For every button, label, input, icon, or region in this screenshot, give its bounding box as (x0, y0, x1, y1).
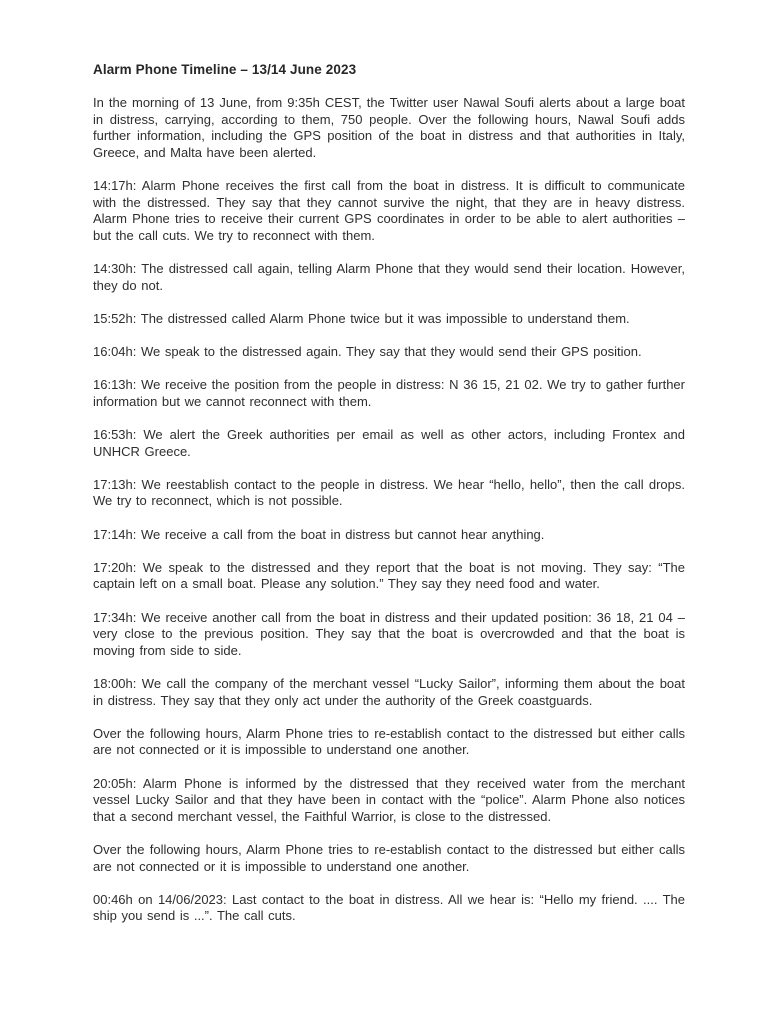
timeline-entry-1417: 14:17h: Alarm Phone receives the first call from the boat in distress. It is difficult to communicate with the distressed. They say that they cannot survive the night, that they are in heavy distress. Alarm Phone tries to receive their current GPS coordinates in order to be able to alert authorities – but the call cuts. We try to reconnect with them. (93, 178, 685, 243)
timeline-entry-1552: 15:52h: The distressed called Alarm Phone twice but it was impossible to understand them. (93, 310, 630, 326)
timeline-entry-1430: 14:30h: The distressed call again, telling Alarm Phone that they would send their location. However, they do not. (93, 261, 685, 293)
timeline-entry-1800: 18:00h: We call the company of the merchant vessel “Lucky Sailor”, informing them about the boat in distress. They say that they only act under the authority of the Greek coastguards. (93, 675, 685, 708)
timeline-entry-0046: 00:46h on 14/06/2023: Last contact to the boat in distress. All we hear is: “Hello my friend. .... The ship you send is ...”. The call cuts. (93, 891, 685, 924)
document-title: Alarm Phone Timeline – 13/14 June 2023 (93, 62, 357, 77)
interim-paragraph-2: Over the following hours, Alarm Phone tries to re-establish contact to the distressed but either calls are not connected or it is impossible to understand one another. (93, 841, 685, 874)
timeline-entry-1613: 16:13h: We receive the position from the people in distress: N 36 15, 21 02. We try to gather further information but we cannot reconnect with them. (93, 377, 685, 409)
interim-paragraph-1: Over the following hours, Alarm Phone tries to re-establish contact to the distressed but either calls are not connected or it is impossible to understand one another. (93, 725, 685, 758)
timeline-entry-1653: 16:53h: We alert the Greek authorities per email as well as other actors, including Frontex and UNHCR Greece. (93, 427, 685, 459)
intro-paragraph: In the morning of 13 June, from 9:35h CEST, the Twitter user Nawal Soufi alerts about a large boat in distress, carrying, according to them, 750 people. Over the following hours, Nawal Soufi adds further information, including the GPS position of the boat in distress and that authorities in Italy, Greece, and Malta have been alerted. (93, 95, 685, 160)
timeline-entry-2005: 20:05h: Alarm Phone is informed by the distressed that they received water from the merchant vessel Lucky Sailor and that they have been in contact with the “police”. Alarm Phone also notices that a second merchant vessel, the Faithful Warrior, is close to the distressed. (93, 775, 685, 824)
timeline-entry-1713: 17:13h: We reestablish contact to the people in distress. We hear “hello, hello”, then the call drops. We try to reconnect, which is not possible. (93, 476, 685, 509)
timeline-entry-1714: 17:14h: We receive a call from the boat in distress but cannot hear anything. (93, 526, 545, 542)
timeline-entry-1604: 16:04h: We speak to the distressed again. They say that they would send their GPS position. (93, 344, 642, 360)
timeline-entry-1720: 17:20h: We speak to the distressed and they report that the boat is not moving. They say: “The captain left on a small boat. Please any solution.” They say they need food and water. (93, 559, 685, 592)
timeline-entry-1734: 17:34h: We receive another call from the boat in distress and their updated position: 36 18, 21 04 – very close to the previous position. They say that the boat is overcrowded and that the boat is moving from side to side. (93, 609, 685, 658)
